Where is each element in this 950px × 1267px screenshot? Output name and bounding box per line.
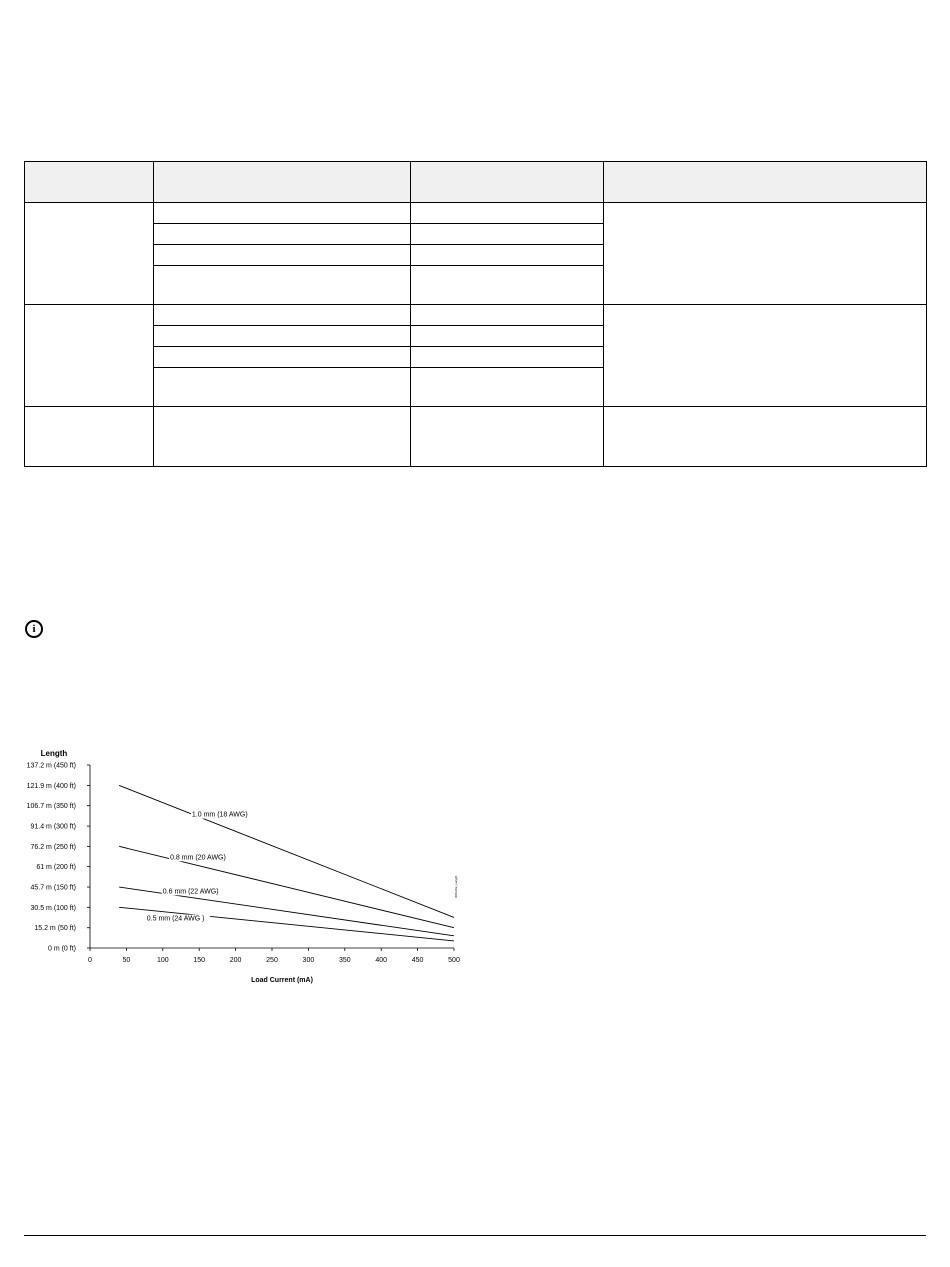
table-header-cell <box>154 162 411 203</box>
table-cell <box>25 407 154 467</box>
table-cell <box>411 407 604 467</box>
chart-axes <box>27 763 460 965</box>
series-line <box>119 907 454 941</box>
table-cell <box>411 326 604 347</box>
series-label: 0.8 mm (20 AWG) <box>170 854 226 862</box>
table-cell <box>154 224 411 245</box>
x-tick-label: 50 <box>122 957 131 964</box>
x-tick-label: 350 <box>338 957 351 964</box>
table-cell <box>154 245 411 266</box>
info-circle-icon: i <box>25 620 43 638</box>
y-tick-label: 91.4 m (300 ft) <box>30 823 76 831</box>
footer-rule <box>24 1235 926 1236</box>
series-line <box>119 785 454 917</box>
x-tick-label: 300 <box>302 957 315 964</box>
y-axis-title: Length <box>40 749 68 758</box>
table-cell <box>411 203 604 224</box>
table-header-row <box>25 162 927 203</box>
table-cell <box>25 305 154 407</box>
x-tick-label: 150 <box>193 957 206 964</box>
y-tick-label: 0 m (0 ft) <box>47 945 76 953</box>
series-label: 0.6 mm (22 AWG) <box>162 888 219 896</box>
table-header-cell <box>25 162 154 203</box>
table-cell <box>154 326 411 347</box>
table-header-cell <box>604 162 927 203</box>
y-tick-label: 15.2 m (50 ft) <box>34 925 76 933</box>
table-row <box>25 203 927 224</box>
chart-series <box>119 785 454 941</box>
table-cell <box>411 266 604 305</box>
x-tick-label: 250 <box>266 957 278 964</box>
table-cell <box>411 368 604 407</box>
y-tick-label: 106.7 m (350 ft) <box>26 803 76 811</box>
specification-table <box>24 161 927 467</box>
y-tick-label: 45.7 m (150 ft) <box>30 884 76 892</box>
x-tick-label: 400 <box>375 957 388 964</box>
table-row <box>25 407 927 467</box>
x-tick-label: 0 <box>88 957 92 964</box>
y-tick-label: 61 m (200 ft) <box>36 864 76 872</box>
y-tick-label: 30.5 m (100 ft) <box>30 904 76 912</box>
table-cell <box>154 368 411 407</box>
table-cell <box>604 407 927 467</box>
x-tick-label: 200 <box>229 957 242 964</box>
x-tick-label: 500 <box>448 957 460 964</box>
table-cell <box>411 224 604 245</box>
figure-id-annotation: IIRCoNe_Length <box>454 875 458 898</box>
table-cell <box>154 347 411 368</box>
table-cell <box>154 203 411 224</box>
x-tick-label: 100 <box>156 957 169 964</box>
table-cell <box>604 203 927 305</box>
table-cell <box>411 347 604 368</box>
table-header-cell <box>411 162 604 203</box>
series-label: 0.5 mm (24 AWG ) <box>146 915 205 923</box>
table-cell <box>411 245 604 266</box>
x-tick-label: 450 <box>411 957 424 964</box>
y-tick-label: 76.2 m (250 ft) <box>30 843 76 851</box>
y-tick-label: 137.2 m (450 ft) <box>26 762 76 770</box>
series-label: 1.0 mm (18 AWG) <box>191 811 248 819</box>
table-cell <box>154 266 411 305</box>
x-axis-title: Load Current (mA) <box>251 977 313 984</box>
table-cell <box>154 305 411 326</box>
table-cell <box>604 305 927 407</box>
cable-length-chart <box>0 740 480 1000</box>
table-cell <box>25 203 154 305</box>
table-row <box>25 305 927 326</box>
y-tick-label: 121.9 m (400 ft) <box>26 782 76 790</box>
table-cell <box>411 305 604 326</box>
table-cell <box>154 407 411 467</box>
